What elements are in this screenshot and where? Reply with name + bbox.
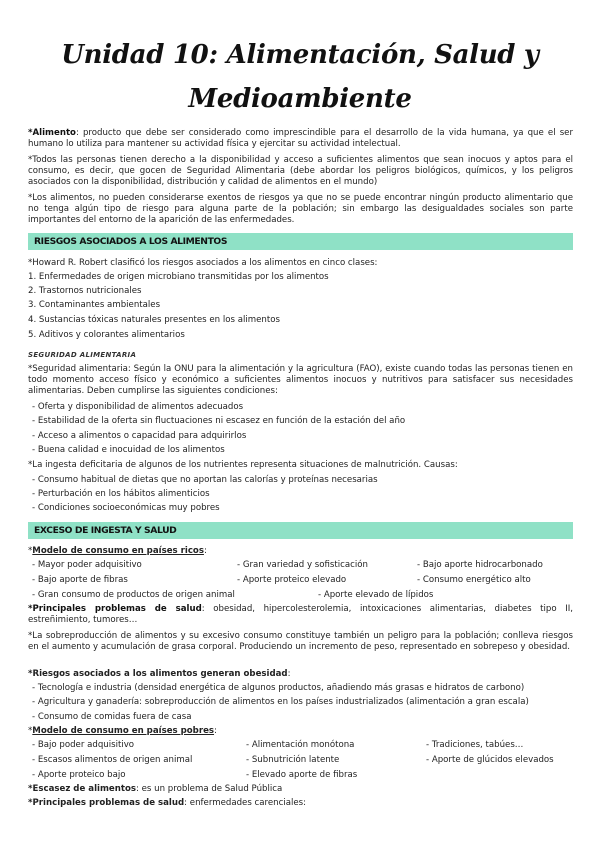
intro-riesgos: *Los alimentos, no pueden considerarse exentos de riesgos ya que no se puede encontrar ningún producto alimentario que no tenga algún tipo de riesgo para alguna parte de la población; sin embargo las desigualdades sociales son parte importantes del entorno de la aparición de las enfermedades. [28,193,573,225]
ricos-item: - Bajo aporte hidrocarbonado [417,560,543,570]
pobres-item: - Bajo poder adquisitivo [32,740,135,750]
problemas-salud-pobres: *Principales problemas de salud: enfermedades carenciales: [28,798,307,808]
ricos-item: - Aporte proteico elevado [237,575,347,585]
list-item: 2. Trastornos nutricionales [28,286,142,296]
problemas-salud-ricos: *Principales problemas de salud: obesidad, hipercolesterolemia, intoxicaciones alimentarias, diabetes tipo II, estreñimiento, tumores… [28,604,574,625]
cause-item: - Consumo habitual de dietas que no aportan las calorías y proteínas necesarias [32,475,378,485]
section-heading-exceso: EXCESO DE INGESTA Y SALUD [28,522,573,539]
ricos-item: - Mayor poder adquisitivo [32,560,142,570]
ricos-item: - Bajo aporte de fibras [32,575,128,585]
obesidad-item: - Consumo de comidas fuera de casa [32,712,192,722]
sobreproduccion-text: *La sobreproducción de alimentos y su excesivo consumo constituye también un peligro para la población; conlleva riesgos en el aumento y acumulación de grasa corporal. Produciendo un incremento de peso, representado en sobrepeso y obesidad. [28,631,573,652]
condition-item: - Acceso a alimentos o capacidad para adquirirlos [32,431,247,441]
pobres-item: - Alimentación monótona [246,740,355,750]
seguridad-definition: *Seguridad alimentaria: Según la ONU para la alimentación y la agricultura (FAO), existe cuando todas las personas tienen en todo momento acceso físico y económico a suficientes alimentos inocuos y nutritivos para satisfacer sus necesidades alimentarias. Deben cumplirse las siguientes condiciones: [28,364,573,396]
intro-alimento: *Alimento: producto que debe ser considerado como imprescindible para el desarrollo de la vida humana, ya que el ser humano lo utiliza para mantener su actividad física y ejercitar su actividad intelectual. [28,128,573,149]
pobres-item: - Elevado aporte de fibras [246,770,358,780]
malnutricion-intro: *La ingesta deficitaria de algunos de los nutrientes representa situaciones de malnutrición. Causas: [28,460,458,470]
pobres-item: - Aporte de glúcidos elevados [426,755,554,765]
page-title-line-1: Unidad 10: Alimentación, Salud y [61,40,539,70]
list-item: 5. Aditivos y colorantes alimentarios [28,330,185,340]
obesidad-heading: *Riesgos asociados a los alimentos generan obesidad: [28,669,291,679]
subheading-seguridad: SEGURIDAD ALIMENTARIA [28,351,137,359]
pobres-item: - Aporte proteico bajo [32,770,126,780]
section-heading-riesgos: RIESGOS ASOCIADOS A LOS ALIMENTOS [28,233,573,250]
obesidad-item: - Tecnología e industria (densidad energética de algunos productos, añadiendo más grasas e hidratos de carbono) [32,683,525,693]
condition-item: - Estabilidad de la oferta sin fluctuaciones ni escasez en función de la estación del año [32,416,406,426]
ricos-heading: *Modelo de consumo en países ricos: [28,546,207,556]
pobres-item: - Escasos alimentos de origen animal [32,755,193,765]
obesidad-item: - Agricultura y ganadería: sobreproducción de alimentos en los países industrializados (alimentación a gran escala) [32,697,529,707]
escasez-line: *Escasez de alimentos: es un problema de Salud Pública [28,784,283,794]
ricos-item: - Gran consumo de productos de origen animal [32,590,235,600]
cause-item: - Perturbación en los hábitos alimenticios [32,489,210,499]
pobres-item: - Subnutrición latente [246,755,340,765]
condition-item: - Buena calidad e inocuidad de los alimentos [32,445,225,455]
cause-item: - Condiciones socioeconómicas muy pobres [32,503,220,513]
list-intro: *Howard R. Robert clasificó los riesgos asociados a los alimentos en cinco clases: [28,258,378,268]
intro-derechos: *Todos las personas tienen derecho a la disponibilidad y acceso a suficientes alimentos que sean inocuos y aptos para el consumo, es decir, que gocen de Seguridad Alimentaria (debe abordar los peligros biológicos, químicos, y los peligros asociados con la disponibilidad, distribución y calidad de alimentos en el mundo) [28,155,573,187]
list-item: 1. Enfermedades de origen microbiano transmitidas por los alimentos [28,272,329,282]
term-alimento: *Alimento [28,128,76,138]
pobres-heading: *Modelo de consumo en países pobres: [28,726,217,736]
list-item: 4. Sustancias tóxicas naturales presentes en los alimentos [28,315,280,325]
ricos-item: - Aporte elevado de lípidos [318,590,434,600]
pobres-item: - Tradiciones, tabúes… [426,740,524,750]
page-title-line-2: Medioambiente [188,84,412,114]
ricos-item: - Gran variedad y sofisticación [237,560,368,570]
ricos-item: - Consumo energético alto [417,575,531,585]
condition-item: - Oferta y disponibilidad de alimentos adecuados [32,402,244,412]
list-item: 3. Contaminantes ambientales [28,300,161,310]
